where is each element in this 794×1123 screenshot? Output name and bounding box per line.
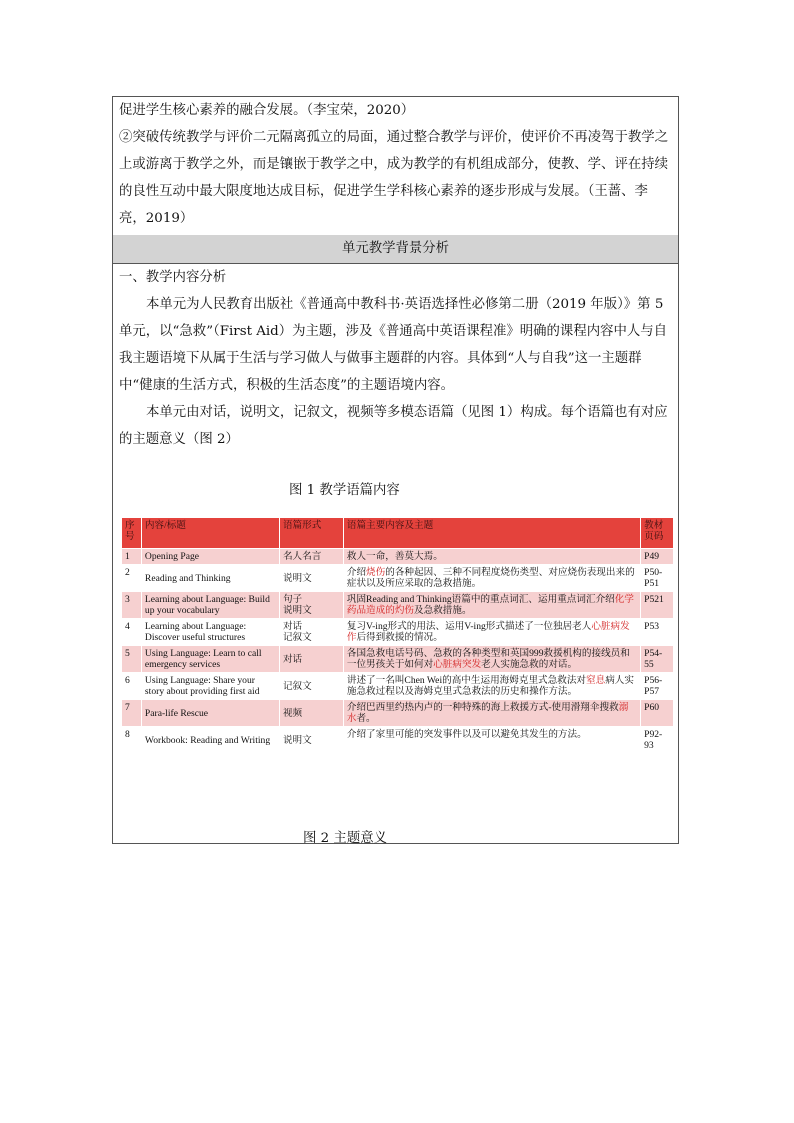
row-number: 2 xyxy=(122,565,142,592)
row-form: 记叙文 xyxy=(279,673,343,700)
row-content xyxy=(343,646,640,673)
row-page: P49 xyxy=(641,549,674,565)
top-text-cell xyxy=(113,97,678,236)
row-number: 8 xyxy=(122,727,142,754)
table-row xyxy=(122,619,674,646)
analysis-paragraph-1: 本单元为人民教育出版社《普通高中教科书·英语选择性必修第二册（2019 年版）》第 5 单元，以“急救”（First Aid）为主题，涉及《普通高中英语课程准》明确的课程内容中人与自我主题语境下从属于生活与学习做人与做事主题群的内容。具体到“人与自我”这一主题群中“健康的生活方式，积极的生活态度”的主题语境内容。 xyxy=(119,297,668,393)
analysis-paragraph-2: 本单元由对话，说明文，记叙文，视频等多模态语篇（见图 1）构成。每个语篇也有对应的主题意义（图 2） xyxy=(119,405,668,447)
content-text: 巩固Reading and Thinking语篇中的重点词汇、运用重点词汇介绍 xyxy=(346,594,615,605)
table-row xyxy=(122,700,674,727)
row-page: P53 xyxy=(641,619,674,646)
row-title: Using Language: Share your story about providing first aid xyxy=(141,673,279,700)
table-row xyxy=(122,549,674,565)
paragraph-line: 促进学生核心素养的融合发展。（李宝荣，2020） xyxy=(119,103,415,118)
row-content xyxy=(343,592,640,619)
row-form: 句子 说明文 xyxy=(279,592,343,619)
table-row xyxy=(122,565,674,592)
content-highlight: 烧伤 xyxy=(366,567,386,578)
row-title: Para-life Rescue xyxy=(141,700,279,727)
content-text-end: 的各种起因、三种不同程度烧伤类型、对应烧伤表现出来的症状以及所应采取的急救措施。 xyxy=(346,567,635,589)
header-form: 语篇形式 xyxy=(279,518,343,549)
row-number: 7 xyxy=(122,700,142,727)
row-content xyxy=(343,727,640,754)
document-frame xyxy=(112,96,679,844)
row-number: 5 xyxy=(122,646,142,673)
table-row xyxy=(122,592,674,619)
row-number: 3 xyxy=(122,592,142,619)
row-page: P521 xyxy=(641,592,674,619)
content-text-end: 者。 xyxy=(356,713,376,724)
row-form: 对话 xyxy=(279,646,343,673)
table-row xyxy=(122,727,674,754)
row-form: 说明文 xyxy=(279,727,343,754)
figure-2-caption: 图 2 主题意义 xyxy=(303,831,387,846)
content-text: 介绍 xyxy=(346,567,367,578)
content-text: 各国急救电话号码、急救的各种类型和英国999救援机构的接线员和一位男孩关于如何对 xyxy=(346,648,630,670)
row-title: Reading and Thinking xyxy=(141,565,279,592)
row-form: 视频 xyxy=(279,700,343,727)
content-highlight: 溺水 xyxy=(346,702,629,724)
paragraph-evaluation: ②突破传统教学与评价二元隔离孤立的局面，通过整合教学与评价，使评价不再凌驾于教学之上或游离于教学之外，而是镶嵌于教学之中，成为教学的有机组成部分，使教、学、评在持续的良性互动中最大限度地达成目标，促进学生学科核心素养的逐步形成与发展。（王蔷、李亮，2019） xyxy=(119,130,669,226)
row-title: Learning about Language: Discover useful structures xyxy=(141,619,279,646)
header-content: 语篇主要内容及主题 xyxy=(343,518,640,549)
row-form: 对话 记叙文 xyxy=(279,619,343,646)
row-title: Opening Page xyxy=(141,549,279,565)
row-content xyxy=(343,700,640,727)
row-number: 1 xyxy=(122,549,142,565)
content-text-end: 及急救措施。 xyxy=(414,605,472,616)
analysis-cell xyxy=(113,264,678,453)
row-title: Using Language: Learn to call emergency services xyxy=(141,646,279,673)
content-text: 讲述了一名叫Chen Wei的高中生运用海姆克里式急救法对 xyxy=(346,675,587,686)
row-title: Learning about Language: Build up your vocabulary xyxy=(141,592,279,619)
content-text: 复习V-ing形式的用法、运用V-ing形式描述了一位独居老人 xyxy=(346,621,592,632)
content-text: 救人一命，善莫大焉。 xyxy=(346,551,443,562)
row-content xyxy=(343,673,640,700)
table-header-row xyxy=(122,518,674,549)
row-page: P56-P57 xyxy=(641,673,674,700)
analysis-heading: 一、教学内容分析 xyxy=(119,270,227,285)
row-title: Workbook: Reading and Writing xyxy=(141,727,279,754)
row-content xyxy=(343,549,640,565)
row-content xyxy=(343,619,640,646)
content-text-end: 后得到救援的情况。 xyxy=(356,632,443,643)
row-page: P92-93 xyxy=(641,727,674,754)
row-content xyxy=(343,565,640,592)
row-page: P50-P51 xyxy=(641,565,674,592)
header-title: 内容/标题 xyxy=(141,518,279,549)
row-number: 6 xyxy=(122,673,142,700)
content-text-end: 老人实施急救的对话。 xyxy=(481,659,578,670)
content-text: 介绍巴西里约热内卢的一种特殊的海上救援方式-使用滑翔伞搜救 xyxy=(346,702,619,713)
header-page: 教材页码 xyxy=(641,518,674,549)
section-header: 单元教学背景分析 xyxy=(113,235,678,264)
row-number: 4 xyxy=(122,619,142,646)
table-row xyxy=(122,646,674,673)
row-page: P60 xyxy=(641,700,674,727)
content-highlight: 心脏病发作 xyxy=(346,621,630,643)
content-text-end: 病人实施急救过程以及海姆克里式急救法的历史和操作方法。 xyxy=(346,675,634,697)
content-highlight: 窒息 xyxy=(586,675,606,686)
row-form: 名人名言 xyxy=(279,549,343,565)
row-form: 说明文 xyxy=(279,565,343,592)
content-text: 介绍了家里可能的突发事件以及可以避免其发生的方法。 xyxy=(346,729,587,740)
content-table xyxy=(121,517,674,754)
content-highlight: 心脏病突发 xyxy=(433,659,482,670)
table-row xyxy=(122,673,674,700)
content-highlight: 化学药品造成的灼伤 xyxy=(346,594,634,616)
figure-1-caption: 图 1 教学语篇内容 xyxy=(289,483,400,498)
row-page: P54-55 xyxy=(641,646,674,673)
header-no: 序号 xyxy=(122,518,142,549)
